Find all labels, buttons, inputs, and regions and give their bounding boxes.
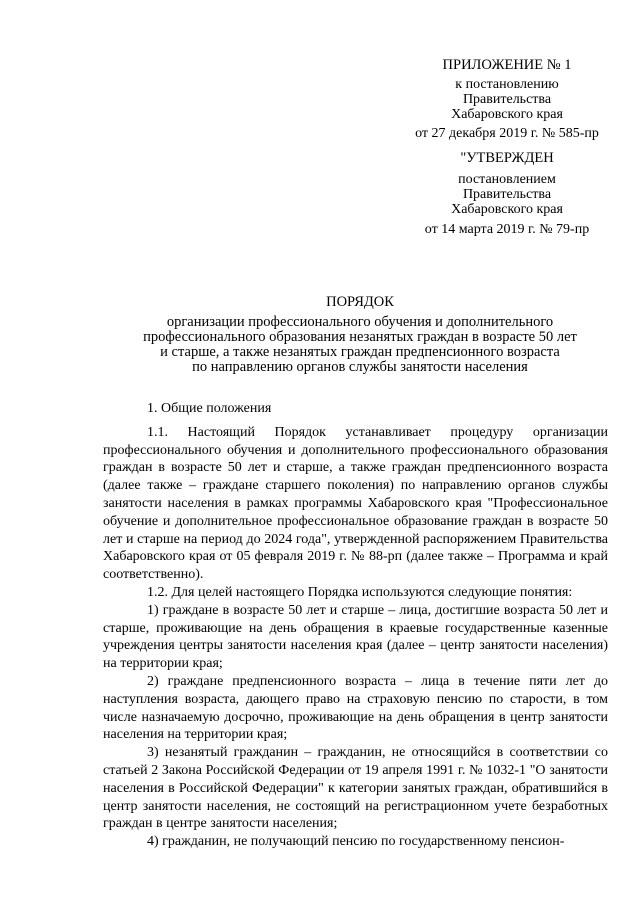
section-title: 1. Общие положения [147, 401, 272, 416]
approval-line: Хабаровского края [451, 202, 563, 217]
paragraph: 1) граждане в возрасте 50 лет и старше – лица, достигшие возраста 50 лет и старше, проживающие на день обращения в краевые государственные казенные учреждения центры занятости населения края (далее – центр занятости населения) на территории края; [103, 602, 608, 672]
document-subtitle-line: организации профессионального обучения и дополнительного [166, 314, 554, 330]
document-title [130, 295, 590, 375]
document-heading: ПОРЯДОК [326, 294, 394, 310]
approval-line: Правительства [462, 187, 552, 202]
paragraph: 4) гражданин, не получающий пенсию по государственному пенсион- [147, 834, 565, 850]
paragraph: 1.2. Для целей настоящего Порядка используются следующие понятия: [147, 584, 573, 600]
approval-line: постановлением [458, 172, 556, 187]
appendix-title: ПРИЛОЖЕНИЕ № 1 [442, 57, 572, 73]
appendix-line: Правительства [462, 92, 552, 107]
document-body [103, 400, 608, 851]
appendix-line: к постановлению [455, 77, 559, 92]
approval-title: "УТВЕРЖДЕН [460, 150, 554, 166]
approval-date: от 14 марта 2019 г. № 79-пр [424, 222, 590, 237]
appendix-line: Хабаровского края [451, 107, 563, 122]
document-subtitle-line: и старше, а также незанятых граждан предпенсионного возраста [160, 344, 560, 360]
paragraph: 1.1. Настоящий Порядок устанавливает процедуру организации профессионального обучения и дополнительного профессионального образования граждан в возрасте 50 лет и старше, а также граждан предпенсионного возраста (далее также – граждане старшего поколения) по направлению органов службы занятости населения в рамках программы Хабаровского края "Профессиональное обучение и дополнительное профессиональное образование граждан в возрасте 50 лет и старше на период до 2024 года", утвержденной распоряжением Правительства Хабаровского края от 05 февраля 2019 г. № 88-рп (далее также – Программа и край соответственно). [103, 424, 608, 583]
paragraph: 2) граждане предпенсионного возраста – лица в течение пяти лет до наступления возраста, дающего право на страховую пенсию по старости, в том числе назначаемую досрочно, проживающие на день обращения в центр занятости населения на территории края; [103, 673, 608, 743]
document-subtitle-line: по направлению органов службы занятости населения [192, 359, 528, 375]
paragraph: 3) незанятый гражданин – гражданин, не относящийся в соответствии со статьей 2 Закона Российской Федерации от 19 апреля 1991 г. № 1032-1 "О занятости населения в Российской Федерации" к категории занятых граждан, обратившийся в центр занятости населения, не состоящий на регистрационном учете безработных граждан в центре занятости населения; [103, 745, 608, 832]
appendix-date: от 27 декабря 2019 г. № 585-пр [415, 126, 599, 141]
appendix-block [392, 58, 622, 141]
approval-block [392, 151, 622, 237]
document-subtitle-line: профессионального образования незанятых граждан в возрасте 50 лет [143, 329, 577, 345]
